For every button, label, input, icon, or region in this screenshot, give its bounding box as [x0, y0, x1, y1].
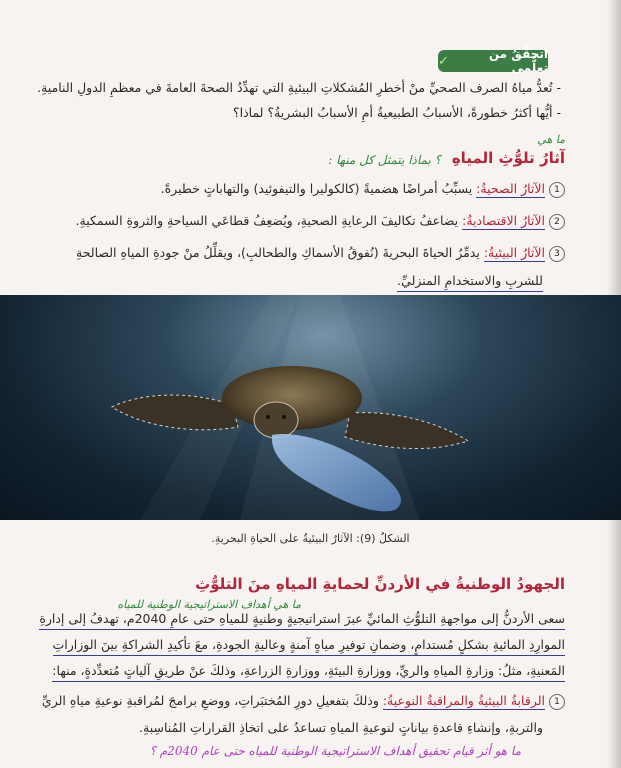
handwritten-note-what: ما هي — [537, 133, 565, 146]
item-label: الرقابةُ البيئيةُ والمراقبةُ النوعيةُ: — [382, 693, 545, 708]
mechanism-item-1 — [42, 692, 565, 710]
item-label: الآثارُ الصحيةُ: — [476, 181, 545, 196]
checkmark-icon: ✓ — [438, 53, 449, 69]
item-text: يضاعفُ تكاليفَ الرعايةِ الصحيةِ، ويُضعِفُ قطاعَي السياحةِ والثروةِ السمكيةِ. — [75, 213, 463, 228]
item-number: 1 — [549, 694, 565, 710]
section-title-national-efforts: الجهودُ الوطنيةُ في الأردنِّ لحمايةِ المياهِ منَ التلوُّثِ — [195, 575, 565, 593]
question-1: - تُعدُّ مياهُ الصرف الصحيِّ منْ أخطرِ المُشكلاتِ البيئيةِ التي تهدِّدُ الصحةَ العامةَ في معظمِ الدولِ الناميةِ. — [37, 80, 561, 95]
item-text: يدمِّرُ الحياةَ البحريةَ (نُفوقُ الأسماكِ والطحالبِ)، ويقلِّلُ منْ جودةِ المياهِ الصالحةِ — [76, 245, 484, 260]
handwritten-note-strategy-goals: ما هي أهداف الاستراتيجية الوطنية للمياه — [117, 598, 301, 611]
handwritten-note-question: ؟ بماذا يتمثل كل منها : — [328, 153, 441, 167]
item-number: 3 — [549, 246, 565, 262]
effect-item-environmental — [76, 244, 565, 262]
question-2: - أيُّها أكثرُ خطورةً، الأسبابُ الطبيعيةُ أمِ الأسبابُ البشريةُ؟ لماذا؟ — [232, 105, 561, 120]
turtle-plastic-illustration — [0, 295, 621, 520]
paragraph-line-2: الموارِدِ المائيةِ بشكلٍ مُستدامٍ، وضمانِ توفيرِ مياهٍ آمنةٍ وعاليةِ الجودةِ، معَ تأكيدِ الشراكةِ بينَ الوزاراتِ — [53, 636, 566, 656]
figure-caption: الشكلُ (9): الآثارُ البيئيةُ على الحياةِ البحريةِ. — [211, 532, 410, 545]
paragraph-line-1: سعى الأردنُّ إلى مواجهةِ التلوُّثِ المائيِّ عبرَ استراتيجيةٍ وطنيةٍ للمياهِ حتى عامِ 2040م، تهدفُ إلى إدارةِ — [39, 610, 565, 630]
handwritten-bottom-question: ما هو أثر قيام تحقيق أهداف الاستراتيجية الوطنية للمياه حتى عام 2040م ؟ — [149, 744, 521, 758]
sea-turtle-photo — [0, 295, 621, 520]
mechanism-item-1-cont: والتربةِ، وإنشاءِ قاعدةِ بياناتٍ لنوعيةِ المياهِ تساعدُ على اتخاذِ القراراتِ المُناسِبةِ. — [139, 720, 543, 735]
item-text: يسبِّبُ أمراضًا هضميةً (كالكوليرا والتيفوئيد) والتهاباتٍ خطيرةً. — [160, 181, 477, 196]
paragraph-line-3: المَعنيةِ، مثلُ: وزارةِ المياهِ والريِّ، ووزارةِ البيئةِ، ووزارةِ الزراعةِ، وذلكَ عنْ طريقِ آلياتٍ مُتعدِّدةٍ، منها: — [52, 662, 565, 682]
item-text: وذلكَ بتفعيلِ دورِ المُختبَراتِ، ووضعِ برامجَ لمُراقبةِ نوعيةِ مياهِ الريِّ — [41, 693, 383, 708]
item-label: الآثارُ البيئيةُ: — [483, 245, 545, 260]
effect-item-health — [161, 180, 565, 198]
item-label: الآثارُ الاقتصاديةُ: — [462, 213, 545, 228]
effect-item-environmental-cont: للشربِ والاستخدامِ المنزليِّ. — [397, 272, 543, 292]
effect-item-economic — [76, 212, 565, 230]
check-learning-badge — [438, 47, 548, 75]
item-number: 1 — [549, 182, 565, 198]
badge-label: أتحقَّقُ من تعلُّمي — [488, 47, 548, 75]
section-title-water-pollution-effects: آثارُ تلوُّثِ المياهِ — [451, 149, 565, 167]
item-number: 2 — [549, 214, 565, 230]
